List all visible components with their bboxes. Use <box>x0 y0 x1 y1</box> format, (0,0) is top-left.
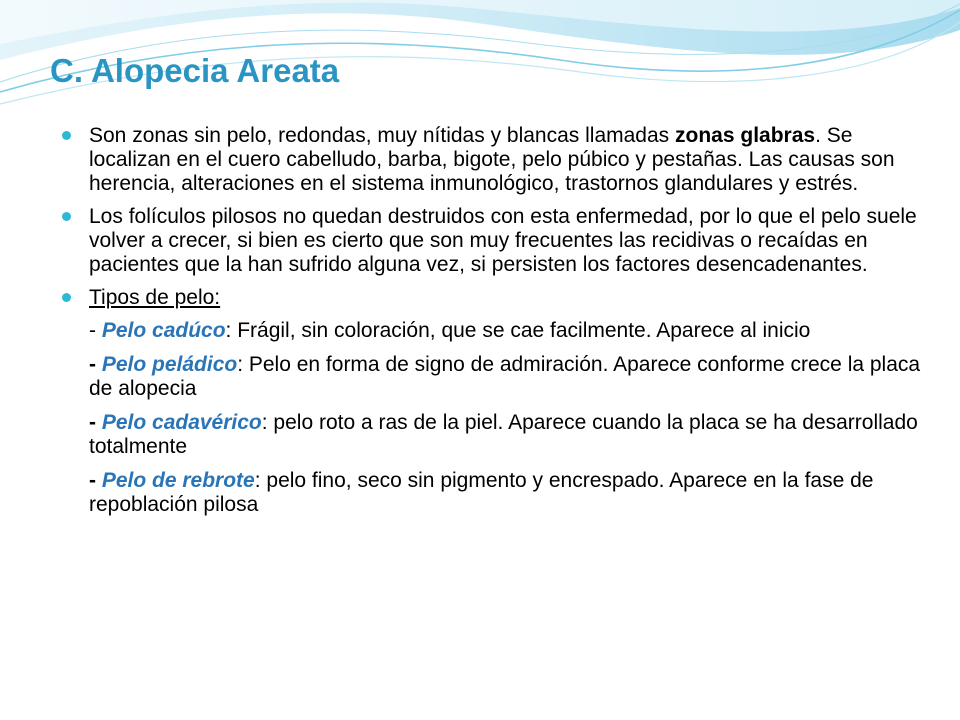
type-term: Pelo peládico <box>101 353 238 376</box>
bullet-dot-icon <box>62 293 71 302</box>
type-dash: - <box>89 319 102 342</box>
type-item-cadaverico <box>62 411 922 459</box>
type-dash: - <box>89 353 102 376</box>
type-item-caduco <box>62 319 922 343</box>
type-desc: : pelo roto a ras de la piel. Aparece cuando la placa se ha desarrollado totalmente <box>89 411 918 458</box>
bullet-dot-icon <box>62 212 71 221</box>
type-desc: : Frágil, sin coloración, que se cae facilmente. Aparece al inicio <box>225 319 811 342</box>
type-term: Pelo cadavérico <box>101 411 262 434</box>
bullet-text-after: . Se localizan en el cuero cabelludo, barba, bigote, pelo púbico y pestañas. Las causas son herencia, alteraciones en el sistema inmunológico, trastornos glandulares y estrés. <box>89 124 895 195</box>
type-term: Pelo de rebrote <box>101 469 255 492</box>
bullet-zonas-glabras <box>62 124 922 196</box>
type-term: Pelo cadúco <box>101 319 226 342</box>
bullet-foliculos <box>62 205 922 277</box>
slide-body <box>62 124 922 527</box>
slide-title: C. Alopecia Areata <box>50 52 340 89</box>
bullet-tipos-de-pelo <box>62 286 922 310</box>
bullet-dot-icon <box>62 131 71 140</box>
bullet-text: Los folículos pilosos no quedan destruidos con esta enfermedad, por lo que el pelo suele volver a crecer, si bien es cierto que son muy frecuentes las recidivas o recaídas en pacientes que la han sufrido alguna vez, si persisten los factores desencadenantes. <box>89 205 917 276</box>
type-desc: : Pelo en forma de signo de admiración. Aparece conforme crece la placa de alopecia <box>89 353 921 400</box>
type-item-peladico <box>62 353 922 401</box>
type-dash: - <box>89 411 102 434</box>
type-dash: - <box>89 469 102 492</box>
tipos-heading: Tipos de pelo: <box>89 286 221 309</box>
type-desc: : pelo fino, seco sin pigmento y encrespado. Aparece en la fase de repoblación pilosa <box>89 469 874 516</box>
bullet-bold-term: zonas glabras <box>675 124 816 147</box>
type-item-rebrote <box>62 469 922 517</box>
bullet-text-before: Son zonas sin pelo, redondas, muy nítidas y blancas llamadas <box>89 124 676 147</box>
